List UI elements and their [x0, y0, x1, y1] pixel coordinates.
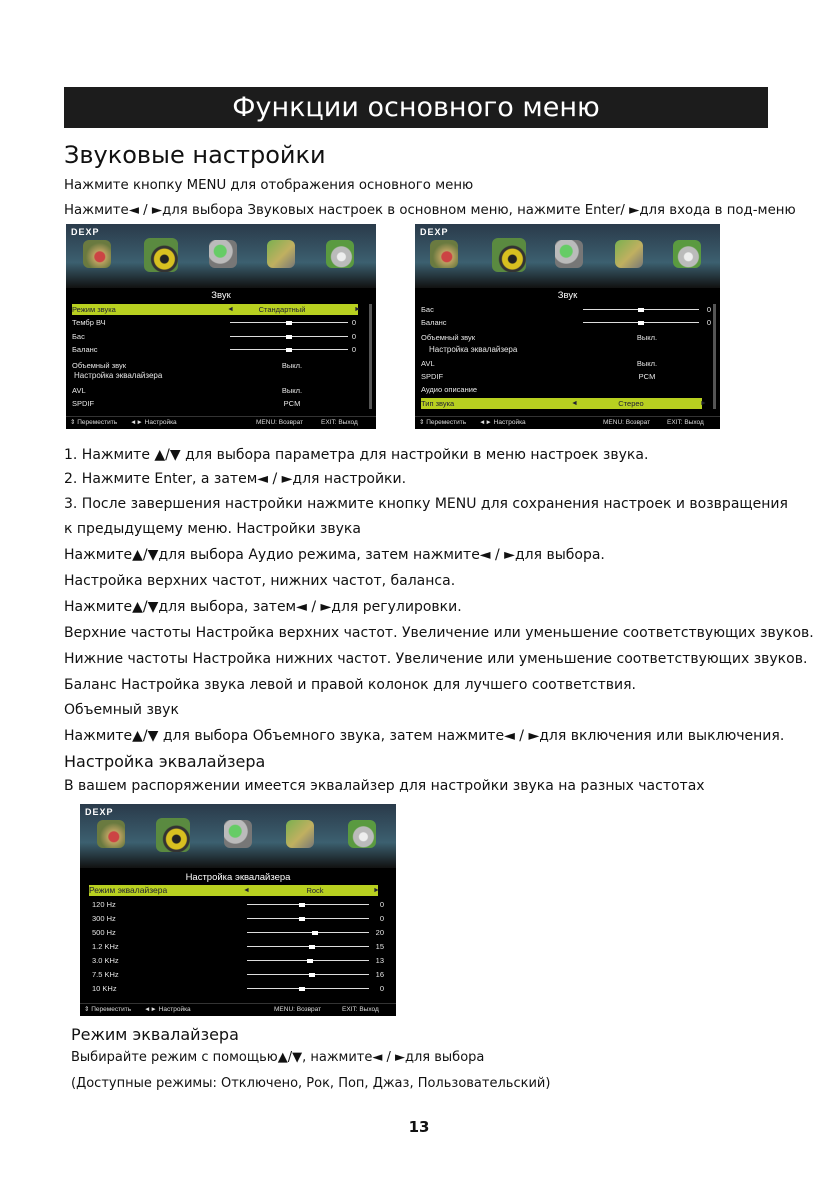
menu-row-audio-description[interactable]	[421, 384, 702, 395]
body-text: Настройка верхних частот, нижних частот, баланса.	[64, 573, 456, 589]
row-label: SPDIF	[421, 372, 444, 381]
row-label: Аудио описание	[421, 385, 478, 394]
menu-row-balance[interactable]	[72, 344, 358, 355]
footer-adjust: ◄► Настройка	[144, 1006, 191, 1013]
menu-row-spdif[interactable]	[421, 371, 702, 382]
menu-icon-bar	[80, 804, 396, 868]
footer-back: MENU: Возврат	[274, 1006, 322, 1013]
eq-band-row[interactable]	[92, 983, 384, 994]
settings-icon	[326, 240, 354, 268]
menu-title: Звук	[557, 290, 578, 301]
footer-back: MENU: Возврат	[256, 419, 304, 426]
menu-title: Звук	[211, 290, 231, 301]
row-label: Настройка эквалайзера	[74, 371, 163, 380]
row-label: AVL	[421, 359, 435, 368]
menu-icon-bar	[415, 224, 720, 288]
row-label: AVL	[72, 386, 86, 395]
row-value: Выкл.	[281, 386, 303, 395]
step-3: 3. После завершения настройки нажмите кнопку MENU для сохранения настроек и возвращения	[64, 496, 788, 512]
eq-band-label: 10 KHz	[92, 984, 117, 993]
eq-band-label: 3.0 KHz	[92, 956, 119, 965]
slider-track	[230, 322, 348, 323]
slider-knob[interactable]	[286, 321, 292, 325]
eq-band-value: 0	[379, 900, 384, 909]
row-label: Бас	[72, 332, 85, 341]
scrollbar[interactable]	[713, 304, 716, 409]
row-label: Объемный звук	[421, 333, 475, 342]
slider-knob[interactable]	[638, 308, 644, 312]
row-value: PCM	[638, 372, 656, 381]
sound-icon	[144, 238, 178, 272]
eq-band-row[interactable]	[92, 941, 384, 952]
eq-band-row[interactable]	[92, 913, 384, 924]
row-value: Стандартный	[258, 305, 306, 314]
sound-menu-screenshot-2	[415, 224, 720, 429]
menu-row-sound-type[interactable]	[421, 398, 707, 409]
channel-icon	[209, 240, 237, 268]
eq-band-slider	[247, 932, 369, 933]
footer-move: ⇕ Переместить	[70, 419, 118, 426]
menu-row-spdif[interactable]	[72, 398, 358, 409]
eq-section-title: Настройка эквалайзера	[64, 752, 266, 771]
step-1: 1. Нажмите ▲/▼ для выбора параметра для настройки в меню настроек звука.	[64, 447, 649, 463]
menu-footer	[415, 416, 720, 429]
eq-band-value: 20	[375, 928, 384, 937]
menu-row-treble[interactable]	[72, 317, 358, 328]
slider-track	[230, 336, 348, 337]
lock-icon	[615, 240, 643, 268]
intro-line: Нажмите кнопку MENU для отображения основного меню	[64, 178, 474, 193]
intro-line: Нажмите◄ / ►для выбора Звуковых настроек в основном меню, нажмите Enter/ ►для входа в под-меню	[64, 203, 796, 218]
row-label: Тип звука	[421, 399, 455, 408]
arrow-right-icon: ►	[354, 306, 361, 313]
arrow-left-icon: ◄	[227, 306, 234, 313]
menu-row-sound-mode[interactable]	[72, 304, 361, 315]
body-text: Баланс Настройка звука левой и правой колонок для лучшего соответствия.	[64, 677, 636, 693]
page-number: 13	[408, 1118, 430, 1136]
row-number: 0	[351, 332, 356, 341]
eq-band-value: 0	[379, 914, 384, 923]
step-2: 2. Нажмите Enter, а затем◄ / ►для настройки.	[64, 471, 407, 487]
row-value: Выкл.	[281, 361, 303, 370]
settings-icon	[348, 820, 376, 848]
eq-band-slider	[247, 960, 369, 961]
sound-icon	[156, 818, 190, 852]
footer-move: ⇕ Переместить	[419, 419, 467, 426]
picture-icon	[430, 240, 458, 268]
footer-move: ⇕ Переместить	[84, 1006, 132, 1013]
menu-row-bass[interactable]	[72, 331, 358, 342]
menu-icon-bar	[66, 224, 376, 288]
row-number: 0	[351, 345, 356, 354]
page-header: Функции основного меню	[64, 87, 768, 128]
row-label: Режим звука	[72, 305, 116, 314]
footer-adjust: ◄► Настройка	[479, 419, 526, 426]
menu-title: Настройка эквалайзера	[185, 872, 291, 883]
row-label: Объемный звук	[72, 361, 126, 370]
eq-band-row[interactable]	[92, 927, 384, 938]
eq-band-label: 300 Hz	[92, 914, 116, 923]
eq-band-row[interactable]	[92, 899, 384, 910]
menu-row-bass[interactable]	[421, 304, 711, 315]
slider-knob[interactable]	[286, 335, 292, 339]
menu-row-eq-mode[interactable]	[89, 885, 378, 896]
dexp-logo: DEXP	[85, 807, 114, 817]
body-text: Объемный звук	[64, 702, 179, 718]
menu-row-avl[interactable]	[421, 358, 702, 369]
menu-row-equalizer[interactable]	[421, 344, 702, 355]
menu-row-balance[interactable]	[421, 317, 711, 328]
footer-exit: EXIT: Выход	[321, 419, 358, 426]
row-label: Настройка эквалайзера	[429, 345, 518, 354]
body-text: Нажмите▲/▼для выбора Аудио режима, затем нажмите◄ / ►для выбора.	[64, 547, 605, 563]
row-label: Баланс	[421, 318, 447, 327]
eq-band-slider	[247, 988, 369, 989]
eq-band-value: 15	[375, 942, 384, 951]
eq-mode-text: Выбирайте режим с помощью▲/▼, нажмите◄ / ►для выбора	[71, 1050, 485, 1065]
body-text: Нажмите▲/▼ для выбора Объемного звука, затем нажмите◄ / ►для включения или выключения.	[64, 728, 785, 744]
sound-menu-screenshot-1	[66, 224, 376, 429]
slider-knob[interactable]	[312, 931, 318, 935]
eq-band-slider	[247, 904, 369, 905]
row-number: 0	[706, 305, 711, 314]
picture-icon	[83, 240, 111, 268]
lock-icon	[267, 240, 295, 268]
step-3-cont: к предыдущему меню. Настройки звука	[64, 521, 361, 537]
menu-footer	[66, 416, 376, 429]
row-number: 0	[706, 318, 711, 327]
eq-band-slider	[247, 974, 369, 975]
footer-exit: EXIT: Выход	[667, 419, 704, 426]
slider-knob[interactable]	[299, 903, 305, 907]
picture-icon	[97, 820, 125, 848]
slider-track	[583, 309, 699, 310]
arrow-left-icon: ◄	[571, 400, 578, 407]
menu-row-equalizer[interactable]	[72, 370, 358, 381]
slider-knob[interactable]	[309, 973, 315, 977]
row-value: Rock	[306, 886, 324, 895]
eq-description: В вашем распоряжении имеется эквалайзер для настройки звука на разных частотах	[64, 778, 705, 794]
slider-knob[interactable]	[307, 959, 313, 963]
row-label: Баланс	[72, 345, 98, 354]
slider-track	[583, 322, 699, 323]
eq-band-slider	[247, 946, 369, 947]
slider-knob[interactable]	[638, 321, 644, 325]
slider-knob[interactable]	[299, 987, 305, 991]
body-text: Нажмите▲/▼для выбора, затем◄ / ►для регулировки.	[64, 599, 462, 615]
eq-band-label: 1.2 KHz	[92, 942, 119, 951]
row-value: Выкл.	[636, 333, 658, 342]
eq-band-row[interactable]	[92, 955, 384, 966]
scrollbar[interactable]	[369, 304, 372, 409]
eq-mode-text: (Доступные режимы: Отключено, Рок, Поп, Джаз, Пользовательский)	[71, 1076, 551, 1091]
eq-band-label: 120 Hz	[92, 900, 116, 909]
slider-knob[interactable]	[309, 945, 315, 949]
dexp-logo: DEXP	[71, 227, 100, 237]
eq-mode-title: Режим эквалайзера	[71, 1025, 239, 1044]
row-value: PCM	[283, 399, 301, 408]
slider-knob[interactable]	[286, 348, 292, 352]
section-title: Звуковые настройки	[64, 141, 326, 169]
row-number: 0	[351, 318, 356, 327]
dexp-logo: DEXP	[420, 227, 449, 237]
menu-row-avl[interactable]	[72, 385, 358, 396]
lock-icon	[286, 820, 314, 848]
row-label: SPDIF	[72, 399, 95, 408]
footer-back: MENU: Возврат	[603, 419, 651, 426]
body-text: Верхние частоты Настройка верхних частот. Увеличение или уменьшение соответствующих звуков.	[64, 625, 814, 641]
row-label: Бас	[421, 305, 434, 314]
eq-band-value: 13	[375, 956, 384, 965]
eq-band-slider	[247, 918, 369, 919]
eq-band-value: 16	[375, 970, 384, 979]
arrow-right-icon: ►	[373, 887, 380, 894]
footer-exit: EXIT: Выход	[342, 1006, 379, 1013]
eq-band-value: 0	[379, 984, 384, 993]
row-label: Режим эквалайзера	[89, 885, 168, 895]
channel-icon	[224, 820, 252, 848]
eq-band-row[interactable]	[92, 969, 384, 980]
slider-track	[230, 349, 348, 350]
sound-icon	[492, 238, 526, 272]
eq-band-label: 500 Hz	[92, 928, 116, 937]
eq-band-label: 7.5 KHz	[92, 970, 119, 979]
row-label: Тембр ВЧ	[72, 318, 106, 327]
footer-adjust: ◄► Настройка	[130, 419, 177, 426]
channel-icon	[555, 240, 583, 268]
menu-row-surround[interactable]	[421, 332, 702, 343]
row-value: Стерео	[618, 399, 644, 408]
settings-icon	[673, 240, 701, 268]
equalizer-menu-screenshot	[80, 804, 396, 1016]
arrow-left-icon: ◄	[243, 887, 250, 894]
arrow-right-icon: ►	[700, 400, 707, 407]
slider-knob[interactable]	[299, 917, 305, 921]
body-text: Нижние частоты Настройка нижних частот. Увеличение или уменьшение соответствующих звуков.	[64, 651, 808, 667]
menu-footer	[80, 1003, 396, 1016]
row-value: Выкл.	[636, 359, 658, 368]
